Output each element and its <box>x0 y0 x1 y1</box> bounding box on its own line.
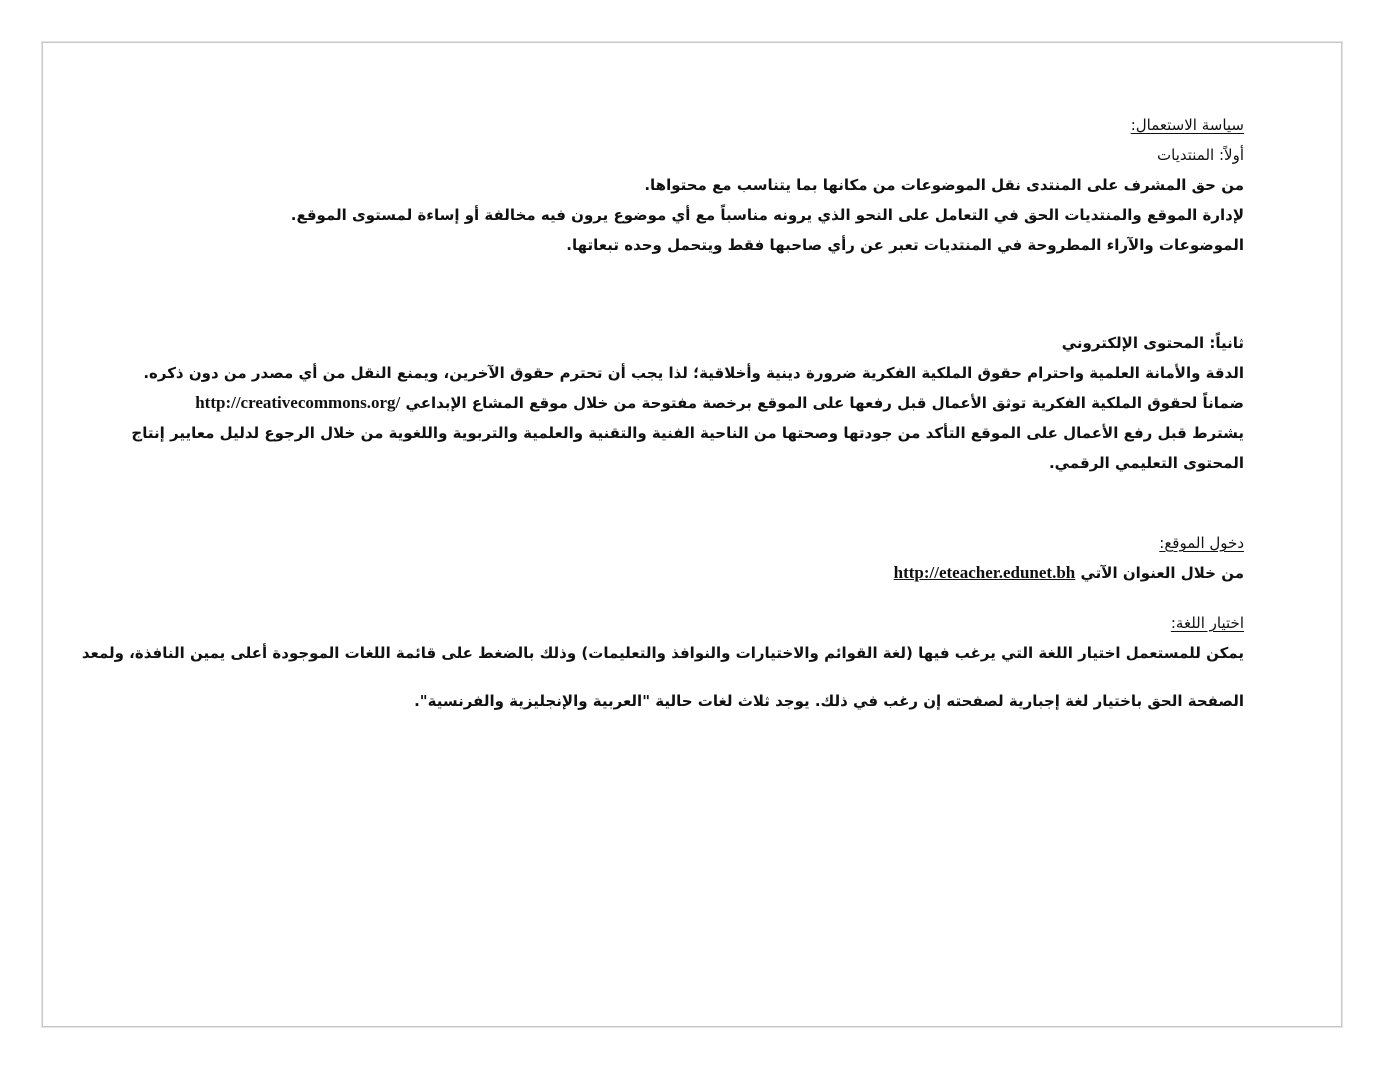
document-body <box>81 110 1244 716</box>
site-access-line <box>84 558 1244 588</box>
forums-rule-1: من حق المشرف على المنتدى نقل الموضوعات من مكانها بما يتناسب مع محتواها. <box>644 176 1244 194</box>
forums-rule-2: لإدارة الموقع والمنتديات الحق في التعامل على النحو الذي يرونه مناسباً مع أي موضوع يرون فيه مخالفة أو إساءة لمستوى الموقع. <box>290 206 1244 224</box>
electronic-content-rule-2-text: ضماناً لحقوق الملكية الفكرية توثق الأعمال قبل رفعها على الموقع برخصة مفتوحة من خلال موقع المشاع الإبداعي <box>405 394 1244 412</box>
language-choice-heading: اختيار اللغة: <box>1170 614 1244 632</box>
usage-policy-title: سياسة الاستعمال: <box>1130 116 1244 134</box>
electronic-content-rule-3: يشترط قبل رفع الأعمال على الموقع التأكد من جودتها وصحتها من الناحية الفنية والتقنية والعلمية والتربوية واللغوية من خلال الرجوع لدليل معايير إنتاج المحتوى التعليمي الرقمي. <box>131 424 1244 472</box>
language-choice-line-2: الصفحة الحق باختيار لغة إجبارية لصفحته إن رغب في ذلك. يوجد ثلاث لغات حالية "العربية والإنجليزية والفرنسية". <box>414 692 1244 710</box>
eteacher-link[interactable]: http://eteacher.edunet.bh <box>893 563 1076 582</box>
spacer <box>84 260 1244 328</box>
creativecommons-link[interactable]: http://creativecommons.org/ <box>195 393 401 412</box>
forums-heading: أولاً: المنتديات <box>1157 146 1244 164</box>
spacer <box>84 478 1244 528</box>
electronic-content-rule-1: الدقة والأمانة العلمية واحترام حقوق الملكية الفكرية ضرورة دينية وأخلاقية؛ لذا يجب أن تحترم حقوق الآخرين، ويمنع النقل من أي مصدر من دون ذكره. <box>143 364 1244 382</box>
site-access-heading: دخول الموقع: <box>1159 534 1244 552</box>
spacer <box>84 588 1244 608</box>
site-access-text: من خلال العنوان الآتي <box>1080 564 1244 582</box>
electronic-content-rule-2 <box>84 388 1244 418</box>
electronic-content-heading: ثانياً: المحتوى الإلكتروني <box>1061 334 1244 352</box>
language-choice-line-1: يمكن للمستعمل اختيار اللغة التي يرغب فيها (لغة القوائم والاختيارات والنوافذ والتعليمات) وذلك بالضغط على قائمة اللغات الموجودة أعلى يمين النافذة، ولمعد <box>81 644 1244 662</box>
forums-rule-3: الموضوعات والآراء المطروحة في المنتديات تعبر عن رأي صاحبها فقط ويتحمل وحده تبعاتها. <box>566 236 1244 254</box>
